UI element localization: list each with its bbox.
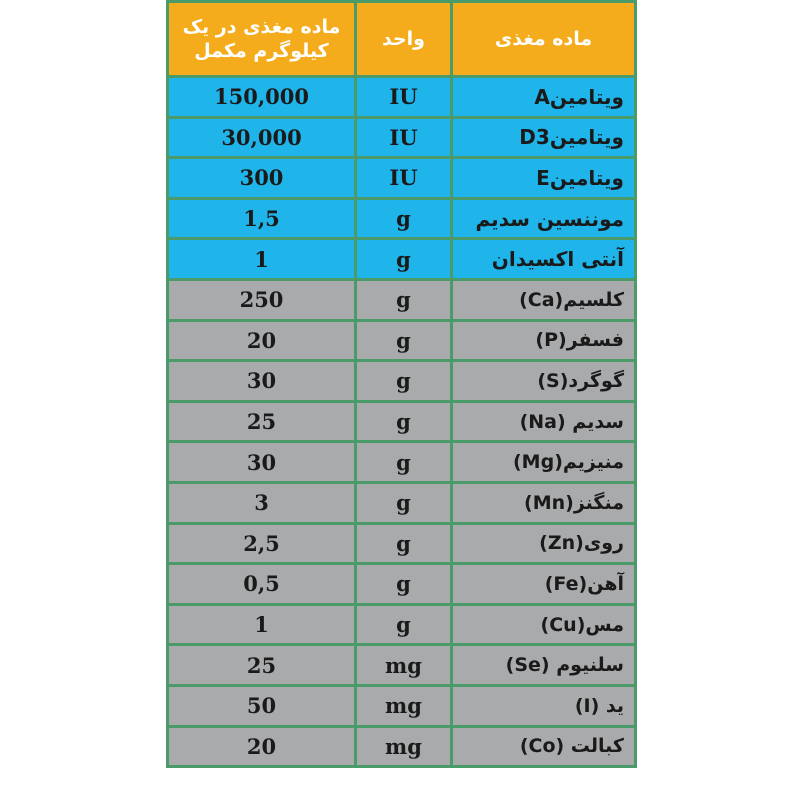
table-row: [168, 77, 636, 118]
table-row: [168, 117, 636, 158]
nutrient-unit: g: [356, 320, 452, 361]
nutrient-name: ویتامینD3: [452, 117, 636, 158]
nutrient-name: ید (I): [452, 685, 636, 726]
nutrient-name: مس(Cu): [452, 604, 636, 645]
nutrient-name: کبالت (Co): [452, 726, 636, 767]
nutrient-name: گوگرد(S): [452, 361, 636, 402]
nutrient-unit: mg: [356, 645, 452, 686]
table-row: [168, 482, 636, 523]
nutrient-unit: g: [356, 279, 452, 320]
table-row: [168, 361, 636, 402]
table-row: [168, 320, 636, 361]
nutrient-amount: 250: [168, 279, 356, 320]
nutrient-amount: 25: [168, 645, 356, 686]
nutrient-name: سدیم (Na): [452, 401, 636, 442]
nutrient-amount: 0,5: [168, 564, 356, 605]
nutrient-name: کلسیم(Ca): [452, 279, 636, 320]
nutrient-unit: g: [356, 401, 452, 442]
nutrient-amount: 20: [168, 726, 356, 767]
nutrient-name: موننسین سدیم: [452, 198, 636, 239]
nutrient-table-container: [166, 0, 634, 800]
nutrient-unit: g: [356, 198, 452, 239]
nutrient-name: آهن(Fe): [452, 564, 636, 605]
table-row: [168, 726, 636, 767]
nutrient-name: منیزیم(Mg): [452, 442, 636, 483]
table-row: [168, 604, 636, 645]
table-header: [168, 2, 636, 77]
nutrient-unit: g: [356, 604, 452, 645]
nutrient-amount: 2,5: [168, 523, 356, 564]
nutrient-amount: 30: [168, 442, 356, 483]
header-unit: واحد: [356, 2, 452, 77]
table-body: [168, 77, 636, 767]
nutrient-amount: 30,000: [168, 117, 356, 158]
nutrient-unit: g: [356, 442, 452, 483]
nutrient-amount: 30: [168, 361, 356, 402]
nutrient-name: فسفر(P): [452, 320, 636, 361]
nutrient-amount: 3: [168, 482, 356, 523]
header-row: [168, 2, 636, 77]
table-row: [168, 645, 636, 686]
table-row: [168, 523, 636, 564]
nutrient-amount: 300: [168, 158, 356, 199]
nutrient-unit: g: [356, 564, 452, 605]
nutrient-unit: g: [356, 523, 452, 564]
nutrient-name: سلنیوم (Se): [452, 645, 636, 686]
table-row: [168, 198, 636, 239]
header-amount: ماده مغذی در یک کیلوگرم مکمل: [168, 2, 356, 77]
nutrient-name: ویتامینE: [452, 158, 636, 199]
table-row: [168, 239, 636, 280]
table-row: [168, 685, 636, 726]
nutrient-unit: g: [356, 239, 452, 280]
nutrient-amount: 25: [168, 401, 356, 442]
nutrient-unit: IU: [356, 158, 452, 199]
nutrient-unit: mg: [356, 685, 452, 726]
nutrient-name: آنتی اکسیدان: [452, 239, 636, 280]
table-row: [168, 442, 636, 483]
nutrient-unit: IU: [356, 77, 452, 118]
nutrient-amount: 1: [168, 239, 356, 280]
nutrient-unit: IU: [356, 117, 452, 158]
nutrient-name: منگنز(Mn): [452, 482, 636, 523]
nutrient-amount: 1,5: [168, 198, 356, 239]
table-row: [168, 158, 636, 199]
nutrient-unit: g: [356, 361, 452, 402]
nutrient-amount: 50: [168, 685, 356, 726]
header-nutrient: ماده مغذی: [452, 2, 636, 77]
nutrient-unit: mg: [356, 726, 452, 767]
nutrient-amount: 1: [168, 604, 356, 645]
table-row: [168, 564, 636, 605]
table-row: [168, 279, 636, 320]
nutrient-amount: 20: [168, 320, 356, 361]
nutrient-table: [166, 0, 637, 768]
nutrient-amount: 150,000: [168, 77, 356, 118]
nutrient-name: روی(Zn): [452, 523, 636, 564]
nutrient-name: ویتامینA: [452, 77, 636, 118]
nutrient-unit: g: [356, 482, 452, 523]
table-row: [168, 401, 636, 442]
